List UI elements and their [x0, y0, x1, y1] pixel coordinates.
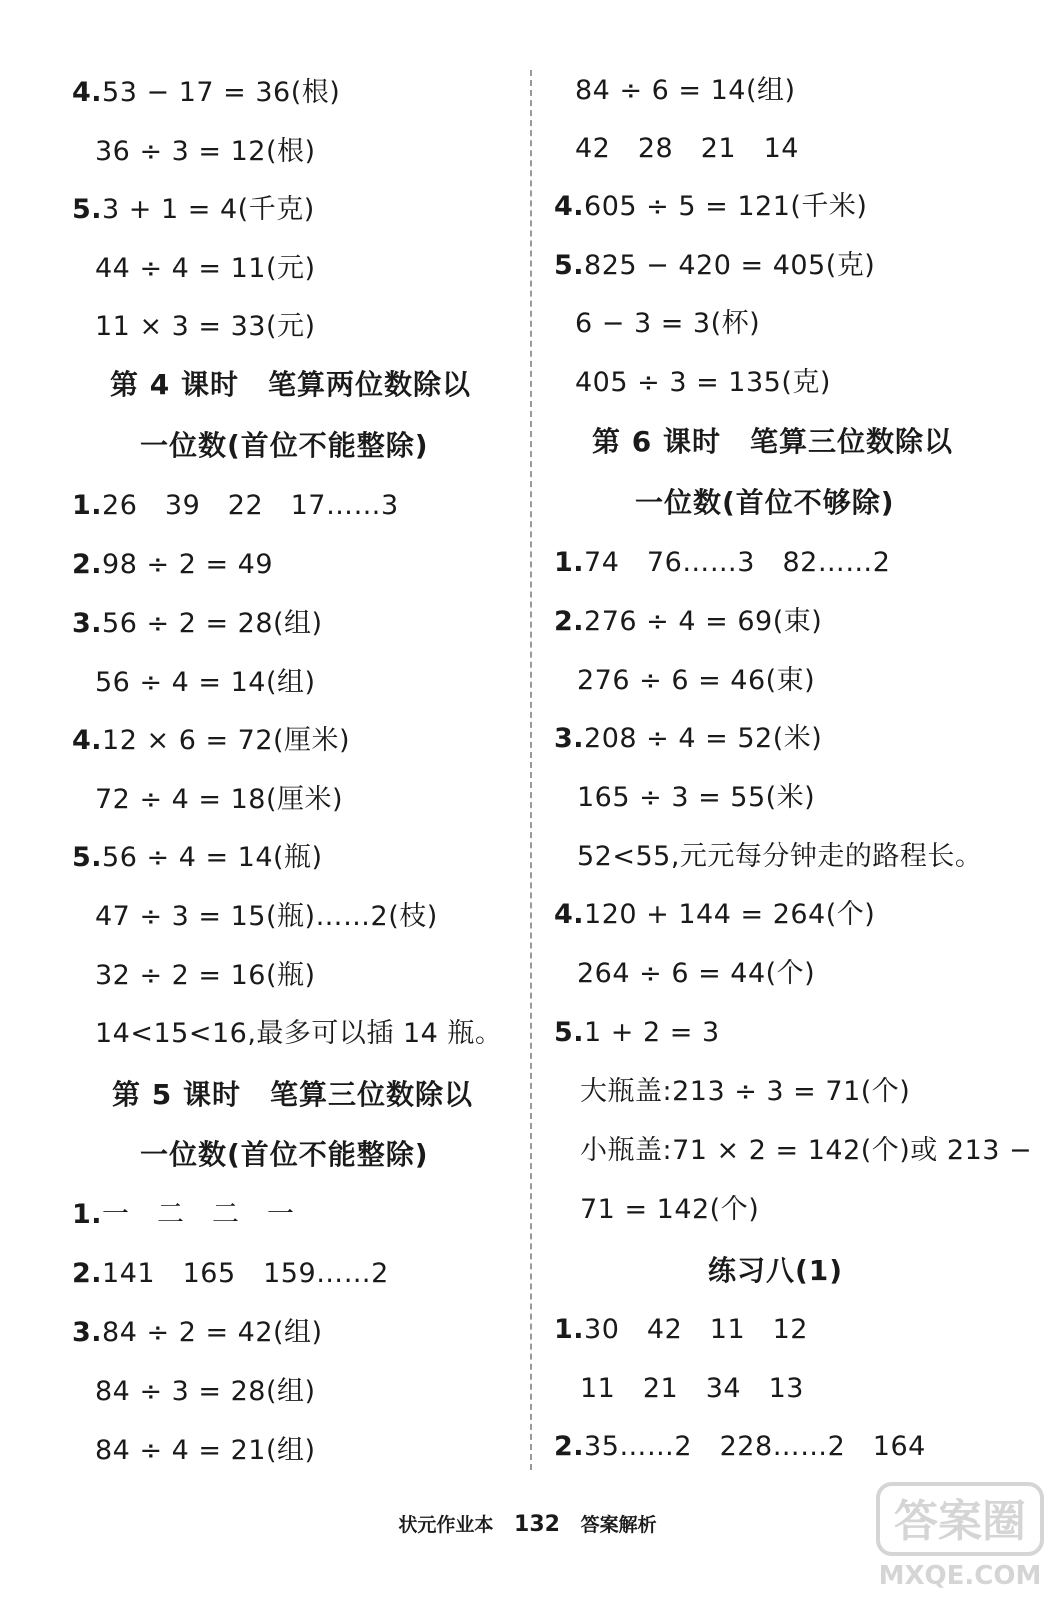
- answer-row: [72, 607, 323, 641]
- item-number: 1.: [72, 490, 103, 521]
- answer-row: [72, 548, 273, 582]
- answer-row: [95, 310, 316, 344]
- answer-row: [580, 1372, 804, 1406]
- answer-row: [95, 1017, 502, 1051]
- answer-text: 84 ÷ 2 = 42(组): [102, 1317, 323, 1348]
- answer-row: [577, 957, 815, 991]
- item-number: 4.: [72, 725, 103, 756]
- answer-text: 11 × 3 = 33(元): [95, 311, 316, 342]
- item-number: 1.: [72, 1199, 103, 1230]
- answer-row: [72, 1257, 389, 1291]
- answer-text: 3 + 1 = 4(千克): [102, 194, 315, 225]
- answer-row: [72, 1198, 295, 1232]
- answer-row: [72, 1316, 323, 1350]
- answer-text: 825 − 420 = 405(克): [584, 250, 876, 281]
- answer-row: [72, 724, 350, 758]
- answer-row: [577, 781, 815, 815]
- item-number: 5.: [72, 194, 103, 225]
- answer-row: [95, 666, 316, 700]
- section-heading: 练习八(1): [708, 1254, 844, 1287]
- answer-text: 44 ÷ 4 = 11(元): [95, 253, 316, 284]
- watermark-line1: 答案圈: [894, 1496, 1026, 1547]
- answer-text: 大瓶盖:213 ÷ 3 = 71(个): [580, 1076, 911, 1107]
- item-number: 1.: [554, 547, 585, 578]
- answer-text: 1 + 2 = 3: [584, 1017, 720, 1048]
- answer-row: [575, 366, 831, 400]
- answer-row: [554, 1016, 720, 1050]
- item-number: 3.: [554, 723, 585, 754]
- answer-text: 276 ÷ 6 = 46(束): [577, 665, 816, 696]
- answer-text: 72 ÷ 4 = 18(厘米): [95, 784, 344, 815]
- answer-row: [554, 546, 890, 580]
- answer-row: [575, 307, 760, 341]
- answer-text: 6 − 3 = 3(杯): [575, 308, 761, 339]
- answer-row: [95, 252, 316, 286]
- column-divider: [530, 70, 532, 1470]
- answer-text: 14<15<16,最多可以插 14 瓶。: [95, 1018, 503, 1049]
- section-heading-line2: 一位数(首位不够除): [635, 486, 895, 519]
- item-number: 2.: [554, 606, 585, 637]
- answer-text: 120 + 144 = 264(个): [584, 899, 876, 930]
- answer-row: [580, 1075, 910, 1109]
- answer-row: [554, 722, 822, 756]
- answer-text: 53 − 17 = 36(根): [102, 77, 341, 108]
- answer-text: 30 42 11 12: [584, 1314, 808, 1345]
- answer-text: 405 ÷ 3 = 135(克): [575, 367, 831, 398]
- answer-text: 264 ÷ 6 = 44(个): [577, 958, 816, 989]
- answer-row: [577, 840, 982, 874]
- answer-row: [95, 1375, 316, 1409]
- answer-text: 35……2 228……2 164: [584, 1431, 926, 1462]
- answer-text: 71 = 142(个): [580, 1194, 760, 1225]
- answer-row: [554, 1430, 926, 1464]
- answer-text: 56 ÷ 4 = 14(组): [95, 667, 316, 698]
- item-number: 4.: [72, 77, 103, 108]
- item-number: 2.: [72, 1258, 103, 1289]
- answer-text: 276 ÷ 4 = 69(束): [584, 606, 823, 637]
- item-number: 1.: [554, 1314, 585, 1345]
- answer-text: 12 × 6 = 72(厘米): [102, 725, 351, 756]
- answer-text: 84 ÷ 4 = 21(组): [95, 1435, 316, 1466]
- answer-row: [554, 898, 875, 932]
- watermark-logo: [870, 1478, 1050, 1596]
- answer-text: 84 ÷ 6 = 14(组): [575, 75, 796, 106]
- answer-row: [580, 1134, 1032, 1168]
- item-number: 4.: [554, 191, 585, 222]
- answer-text: 56 ÷ 2 = 28(组): [102, 608, 323, 639]
- answer-row: [72, 76, 340, 110]
- item-number: 5.: [554, 1017, 585, 1048]
- answer-text: 小瓶盖:71 × 2 = 142(个)或 213 −: [580, 1135, 1033, 1166]
- section-heading-line2: 一位数(首位不能整除): [140, 429, 429, 462]
- answer-row: [580, 1193, 759, 1227]
- item-number: 3.: [72, 1317, 103, 1348]
- section-heading: 第 6 课时 笔算三位数除以: [592, 425, 953, 458]
- answer-row: [577, 664, 815, 698]
- answer-text: 98 ÷ 2 = 49: [102, 549, 274, 580]
- answer-text: 47 ÷ 3 = 15(瓶)……2(枝): [95, 901, 438, 932]
- answer-text: 36 ÷ 3 = 12(根): [95, 136, 316, 167]
- answer-text: 26 39 22 17……3: [102, 490, 399, 521]
- answer-text: 32 ÷ 2 = 16(瓶): [95, 960, 316, 991]
- item-number: 2.: [72, 549, 103, 580]
- answer-row: [72, 489, 399, 523]
- answer-row: [95, 783, 343, 817]
- answer-row: [72, 193, 315, 227]
- item-number: 2.: [554, 1431, 585, 1462]
- section-heading-line2: 一位数(首位不能整除): [140, 1138, 429, 1171]
- answer-row: [95, 1434, 316, 1468]
- answer-text: 605 ÷ 5 = 121(千米): [584, 191, 868, 222]
- section-heading: 第 5 课时 笔算三位数除以: [112, 1078, 473, 1111]
- answer-text: 74 76……3 82……2: [584, 547, 891, 578]
- answer-row: [95, 135, 316, 169]
- answer-row: [95, 900, 438, 934]
- item-number: 5.: [72, 842, 103, 873]
- answer-row: [575, 74, 796, 108]
- footer-book-title: 状元作业本: [398, 1514, 494, 1536]
- answer-text: 42 28 21 14: [575, 133, 799, 164]
- watermark-line2: MXQE.COM: [878, 1561, 1042, 1591]
- answer-text: 141 165 159……2: [102, 1258, 389, 1289]
- page-number: 132: [514, 1512, 560, 1537]
- answer-text: 165 ÷ 3 = 55(米): [577, 782, 816, 813]
- item-number: 5.: [554, 250, 585, 281]
- section-heading: 第 4 课时 笔算两位数除以: [110, 368, 471, 401]
- answer-row: [95, 959, 316, 993]
- item-number: 3.: [72, 608, 103, 639]
- answer-row: [554, 1313, 808, 1347]
- answer-text: 84 ÷ 3 = 28(组): [95, 1376, 316, 1407]
- answer-row: [554, 249, 875, 283]
- answer-text: 一 二 二 一: [102, 1199, 295, 1230]
- footer-section-title: 答案解析: [580, 1514, 657, 1536]
- answer-text: 56 ÷ 4 = 14(瓶): [102, 842, 323, 873]
- answer-row: [554, 605, 822, 639]
- answer-row: [72, 841, 323, 875]
- answer-text: 208 ÷ 4 = 52(米): [584, 723, 823, 754]
- item-number: 4.: [554, 899, 585, 930]
- answer-row: [554, 190, 867, 224]
- answer-row: [575, 132, 799, 166]
- answer-text: 11 21 34 13: [580, 1373, 804, 1404]
- answer-text: 52<55,元元每分钟走的路程长。: [577, 841, 983, 872]
